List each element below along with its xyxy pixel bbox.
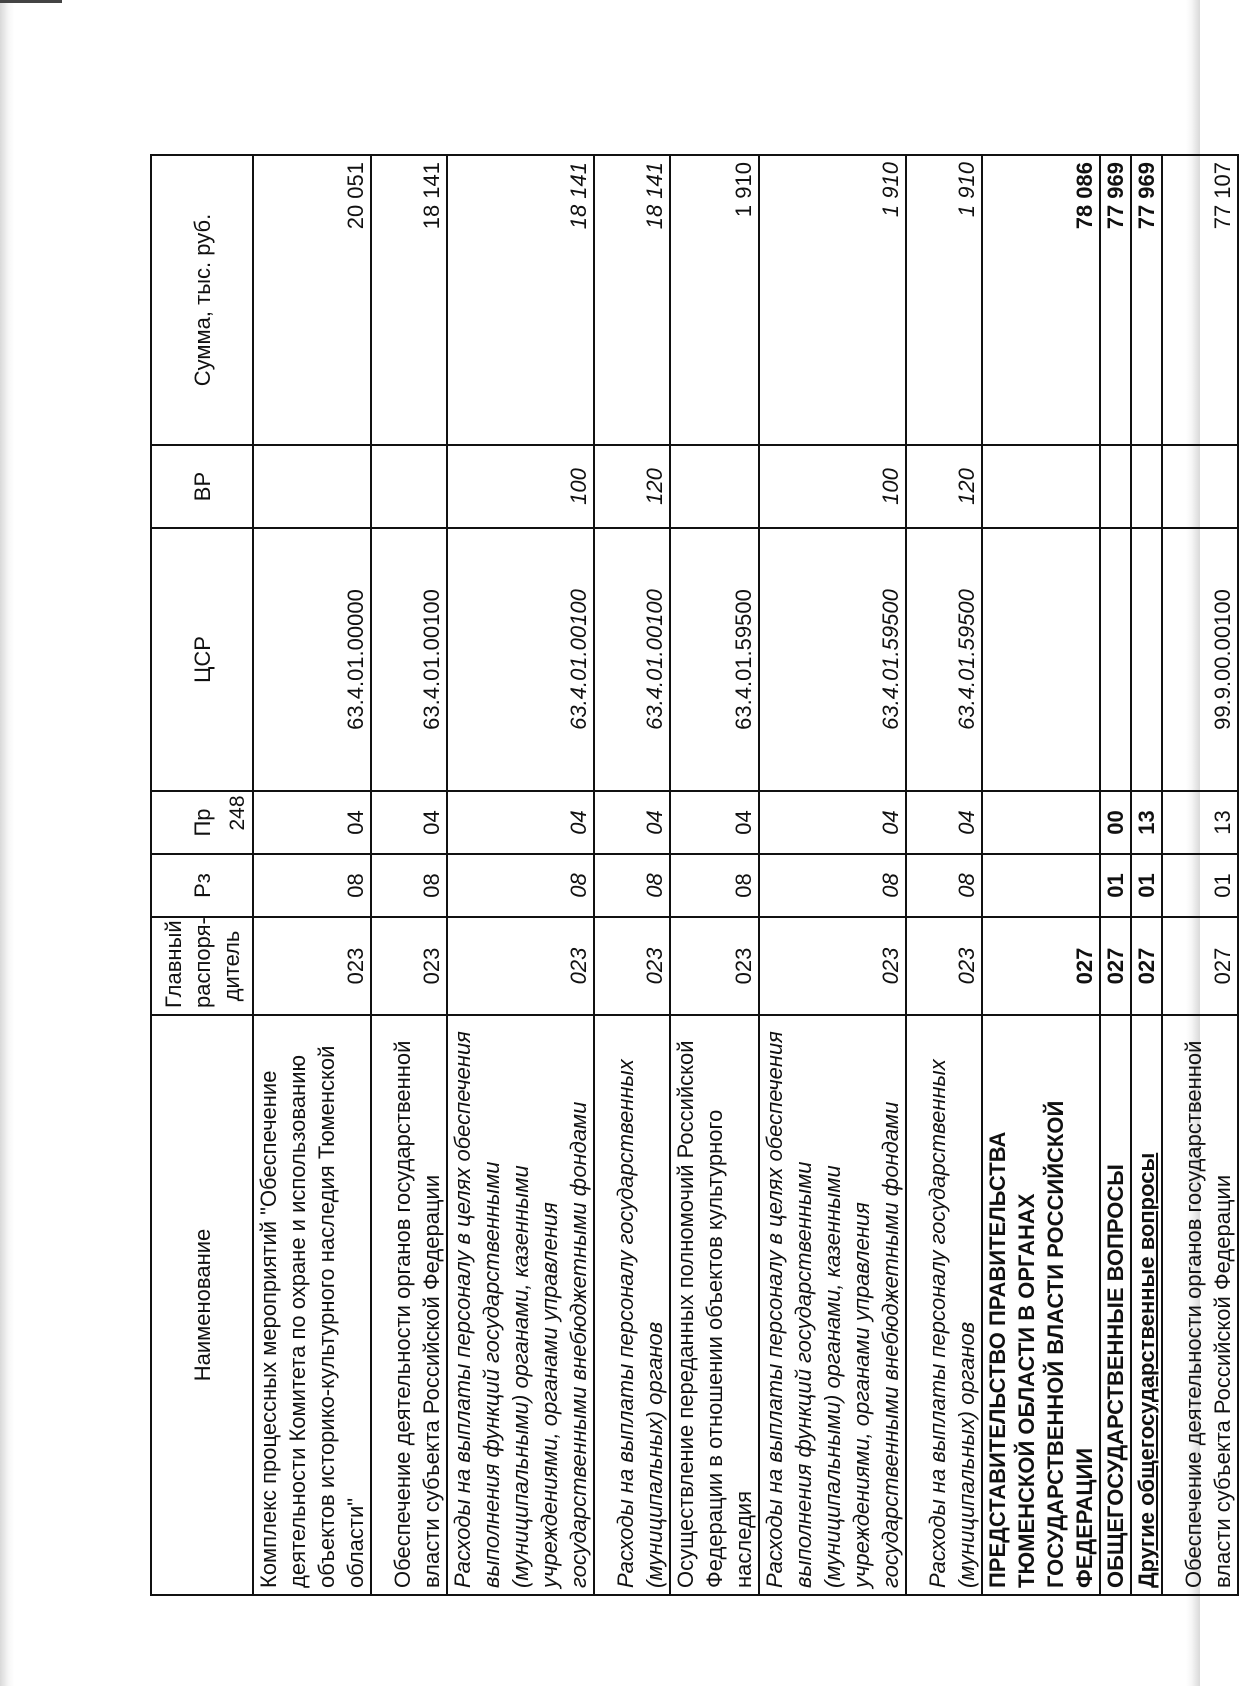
cell-admin-text: 023 bbox=[566, 947, 591, 985]
cell-admin-text: 023 bbox=[878, 947, 903, 985]
cell-admin bbox=[371, 917, 447, 1015]
cell-sum bbox=[1162, 155, 1238, 445]
table-row bbox=[982, 155, 1100, 1595]
table-header bbox=[151, 155, 253, 1595]
table-body bbox=[253, 155, 1238, 1595]
cell-vr bbox=[906, 445, 982, 528]
page-number: 248 bbox=[226, 795, 249, 831]
cell-vr bbox=[594, 445, 670, 528]
cell-pr-text: 13 bbox=[1210, 810, 1235, 835]
cell-name-text: ОБЩЕГОСУДАРСТВЕННЫЕ ВОПРОСЫ bbox=[1103, 1164, 1128, 1588]
cell-vr bbox=[371, 445, 447, 528]
cell-sum-text: 1 910 bbox=[731, 162, 756, 218]
header-pr: Пр bbox=[151, 791, 253, 854]
cell-vr bbox=[1162, 445, 1238, 528]
cell-admin bbox=[906, 917, 982, 1015]
header-vr: ВР bbox=[151, 445, 253, 528]
cell-name bbox=[670, 1015, 759, 1595]
cell-name-text: Обеспечение деятельности органов государственной власти субъекта Российской Федерации bbox=[390, 1040, 444, 1588]
cell-rz bbox=[253, 854, 371, 917]
cell-sum-text: 77 107 bbox=[1210, 162, 1235, 230]
cell-rz bbox=[1100, 854, 1131, 917]
cell-csr-text: 63.4.01.59500 bbox=[731, 589, 756, 730]
cell-rz bbox=[1131, 854, 1162, 917]
cell-sum-text: 18 141 bbox=[642, 162, 667, 230]
cell-rz bbox=[906, 854, 982, 917]
table-row bbox=[670, 155, 759, 1595]
cell-name bbox=[906, 1015, 982, 1595]
table-row bbox=[1100, 155, 1131, 1595]
cell-pr-text: 04 bbox=[566, 810, 591, 835]
cell-admin-text: 027 bbox=[1210, 947, 1235, 985]
table-row bbox=[253, 155, 371, 1595]
rotated-table-wrapper bbox=[150, 156, 1235, 1596]
cell-vr bbox=[759, 445, 906, 528]
cell-rz-text: 01 bbox=[1103, 873, 1128, 898]
cell-vr-text: 100 bbox=[566, 468, 591, 505]
cell-admin-text: 027 bbox=[1072, 947, 1097, 985]
cell-name bbox=[253, 1015, 371, 1595]
cell-name bbox=[759, 1015, 906, 1595]
cell-rz-text: 01 bbox=[1210, 873, 1235, 898]
cell-admin bbox=[982, 917, 1100, 1015]
cell-csr bbox=[1162, 528, 1238, 791]
cell-sum bbox=[670, 155, 759, 445]
cell-name-text: Расходы на выплаты персоналу в целях обеспечения выполнения функций государственными (муниципальными) органами, казенными учреждениями, органами управления государственными внебюджетными фондами bbox=[762, 1031, 903, 1588]
table-row bbox=[447, 155, 594, 1595]
header-name: Наименование bbox=[151, 1015, 253, 1595]
cell-sum bbox=[371, 155, 447, 445]
cell-rz-text: 01 bbox=[1134, 873, 1159, 898]
cell-pr-text: 13 bbox=[1134, 810, 1159, 835]
cell-pr bbox=[759, 791, 906, 854]
cell-admin-text: 023 bbox=[954, 947, 979, 985]
cell-sum-text: 77 969 bbox=[1103, 162, 1128, 230]
header-row bbox=[151, 155, 253, 1595]
cell-pr bbox=[1131, 791, 1162, 854]
cell-sum bbox=[759, 155, 906, 445]
cell-admin-text: 023 bbox=[731, 947, 756, 985]
cell-name-text: Комплекс процессных мероприятий "Обеспечение деятельности Комитета по охране и использованию объектов историко-культурного наследия Тюменской области" bbox=[256, 1045, 368, 1588]
cell-csr-text: 63.4.01.00000 bbox=[343, 589, 368, 730]
cell-csr bbox=[371, 528, 447, 791]
cell-name-text: Другие общегосударственные вопросы bbox=[1134, 1152, 1159, 1588]
cell-name bbox=[982, 1015, 1100, 1595]
table-row bbox=[759, 155, 906, 1595]
cell-csr-text: 63.4.01.59500 bbox=[954, 589, 979, 730]
cell-sum bbox=[447, 155, 594, 445]
scan-artifact-line bbox=[0, 0, 62, 3]
cell-pr bbox=[906, 791, 982, 854]
cell-csr-text: 63.4.01.00100 bbox=[642, 589, 667, 730]
cell-pr bbox=[594, 791, 670, 854]
header-admin: Главный распоря-дитель bbox=[151, 917, 253, 1015]
header-sum: Сумма, тыс. руб. bbox=[151, 155, 253, 445]
cell-pr bbox=[982, 791, 1100, 854]
cell-rz-text: 08 bbox=[566, 873, 591, 898]
cell-csr-text: 63.4.01.00100 bbox=[566, 589, 591, 730]
cell-sum-text: 1 910 bbox=[954, 162, 979, 218]
cell-vr-text: 120 bbox=[642, 468, 667, 505]
cell-vr bbox=[1100, 445, 1131, 528]
cell-admin bbox=[594, 917, 670, 1015]
cell-name bbox=[1131, 1015, 1162, 1595]
cell-vr bbox=[253, 445, 371, 528]
cell-pr bbox=[447, 791, 594, 854]
header-csr: ЦСР bbox=[151, 528, 253, 791]
cell-admin-text: 023 bbox=[642, 947, 667, 985]
cell-rz-text: 08 bbox=[343, 873, 368, 898]
cell-vr bbox=[447, 445, 594, 528]
scan-edge-left bbox=[0, 0, 14, 1686]
cell-rz bbox=[670, 854, 759, 917]
cell-sum-text: 18 141 bbox=[566, 162, 591, 230]
cell-rz bbox=[982, 854, 1100, 917]
cell-rz bbox=[1162, 854, 1238, 917]
cell-name bbox=[1100, 1015, 1131, 1595]
cell-pr bbox=[1162, 791, 1238, 854]
cell-csr bbox=[670, 528, 759, 791]
cell-vr bbox=[1131, 445, 1162, 528]
cell-name-text: Осуществление переданных полномочий Российской Федерации в отношении объектов культурного наследия bbox=[673, 1040, 756, 1588]
cell-pr bbox=[1100, 791, 1131, 854]
cell-name-text: ПРЕДСТАВИТЕЛЬСТВО ПРАВИТЕЛЬСТВА ТЮМЕНСКОЙ ОБЛАСТИ В ОРГАНАХ ГОСУДАРСТВЕННОЙ ВЛАСТИ РОССИЙСКОЙ ФЕДЕРАЦИИ bbox=[985, 1100, 1097, 1588]
table-row bbox=[1131, 155, 1162, 1595]
cell-name-text: Обеспечение деятельности органов государственной власти субъекта Российской Федерации bbox=[1181, 1040, 1235, 1588]
cell-rz bbox=[447, 854, 594, 917]
cell-admin bbox=[1162, 917, 1238, 1015]
table-row bbox=[1162, 155, 1238, 1595]
cell-pr-text: 00 bbox=[1103, 810, 1128, 835]
cell-rz bbox=[759, 854, 906, 917]
cell-pr bbox=[670, 791, 759, 854]
cell-sum-text: 1 910 bbox=[878, 162, 903, 218]
cell-csr-text: 63.4.01.59500 bbox=[878, 589, 903, 730]
cell-csr bbox=[906, 528, 982, 791]
cell-csr bbox=[982, 528, 1100, 791]
cell-pr bbox=[371, 791, 447, 854]
cell-pr-text: 04 bbox=[419, 810, 444, 835]
cell-rz-text: 08 bbox=[419, 873, 444, 898]
cell-csr-text: 63.4.01.00100 bbox=[419, 589, 444, 730]
cell-vr bbox=[982, 445, 1100, 528]
cell-sum bbox=[1100, 155, 1131, 445]
cell-admin bbox=[759, 917, 906, 1015]
cell-name-text: Расходы на выплаты персоналу государственных (муниципальных) органов bbox=[613, 1059, 667, 1588]
cell-sum bbox=[982, 155, 1100, 445]
cell-rz-text: 08 bbox=[954, 873, 979, 898]
cell-pr bbox=[253, 791, 371, 854]
cell-name bbox=[1162, 1015, 1238, 1595]
cell-name bbox=[594, 1015, 670, 1595]
cell-csr bbox=[447, 528, 594, 791]
cell-sum bbox=[594, 155, 670, 445]
cell-vr-text: 100 bbox=[878, 468, 903, 505]
cell-admin-text: 027 bbox=[1103, 947, 1128, 985]
cell-sum-text: 77 969 bbox=[1134, 162, 1159, 230]
cell-sum bbox=[906, 155, 982, 445]
cell-name bbox=[447, 1015, 594, 1595]
cell-sum-text: 78 086 bbox=[1072, 162, 1097, 230]
cell-sum bbox=[253, 155, 371, 445]
header-rz: Рз bbox=[151, 854, 253, 917]
cell-vr bbox=[670, 445, 759, 528]
cell-csr bbox=[253, 528, 371, 791]
cell-name-text: Расходы на выплаты персоналу в целях обеспечения выполнения функций государственными (муниципальными) органами, казенными учреждениями, органами управления государственными внебюджетными фондами bbox=[450, 1031, 591, 1588]
cell-admin bbox=[253, 917, 371, 1015]
cell-pr-text: 04 bbox=[343, 810, 368, 835]
cell-admin bbox=[447, 917, 594, 1015]
cell-rz-text: 08 bbox=[878, 873, 903, 898]
budget-table bbox=[150, 154, 1239, 1596]
cell-sum-text: 20 051 bbox=[343, 162, 368, 230]
cell-csr-text: 99.9.00.00100 bbox=[1210, 589, 1235, 730]
cell-pr-text: 04 bbox=[731, 810, 756, 835]
cell-vr-text: 120 bbox=[954, 468, 979, 505]
cell-csr bbox=[1131, 528, 1162, 791]
cell-admin-text: 023 bbox=[419, 947, 444, 985]
table-row bbox=[371, 155, 447, 1595]
cell-sum bbox=[1131, 155, 1162, 445]
cell-csr bbox=[594, 528, 670, 791]
cell-pr-text: 04 bbox=[642, 810, 667, 835]
cell-rz bbox=[371, 854, 447, 917]
cell-name-text: Расходы на выплаты персоналу государственных (муниципальных) органов bbox=[925, 1059, 979, 1588]
cell-admin-text: 027 bbox=[1134, 947, 1159, 985]
cell-sum-text: 18 141 bbox=[419, 162, 444, 230]
cell-rz-text: 08 bbox=[642, 873, 667, 898]
cell-admin bbox=[1131, 917, 1162, 1015]
cell-name bbox=[371, 1015, 447, 1595]
cell-pr-text: 04 bbox=[954, 810, 979, 835]
table-row bbox=[906, 155, 982, 1595]
table-row bbox=[594, 155, 670, 1595]
cell-csr bbox=[1100, 528, 1131, 791]
cell-rz bbox=[594, 854, 670, 917]
cell-admin bbox=[1100, 917, 1131, 1015]
cell-pr-text: 04 bbox=[878, 810, 903, 835]
cell-rz-text: 08 bbox=[731, 873, 756, 898]
cell-admin bbox=[670, 917, 759, 1015]
cell-admin-text: 023 bbox=[343, 947, 368, 985]
cell-csr bbox=[759, 528, 906, 791]
